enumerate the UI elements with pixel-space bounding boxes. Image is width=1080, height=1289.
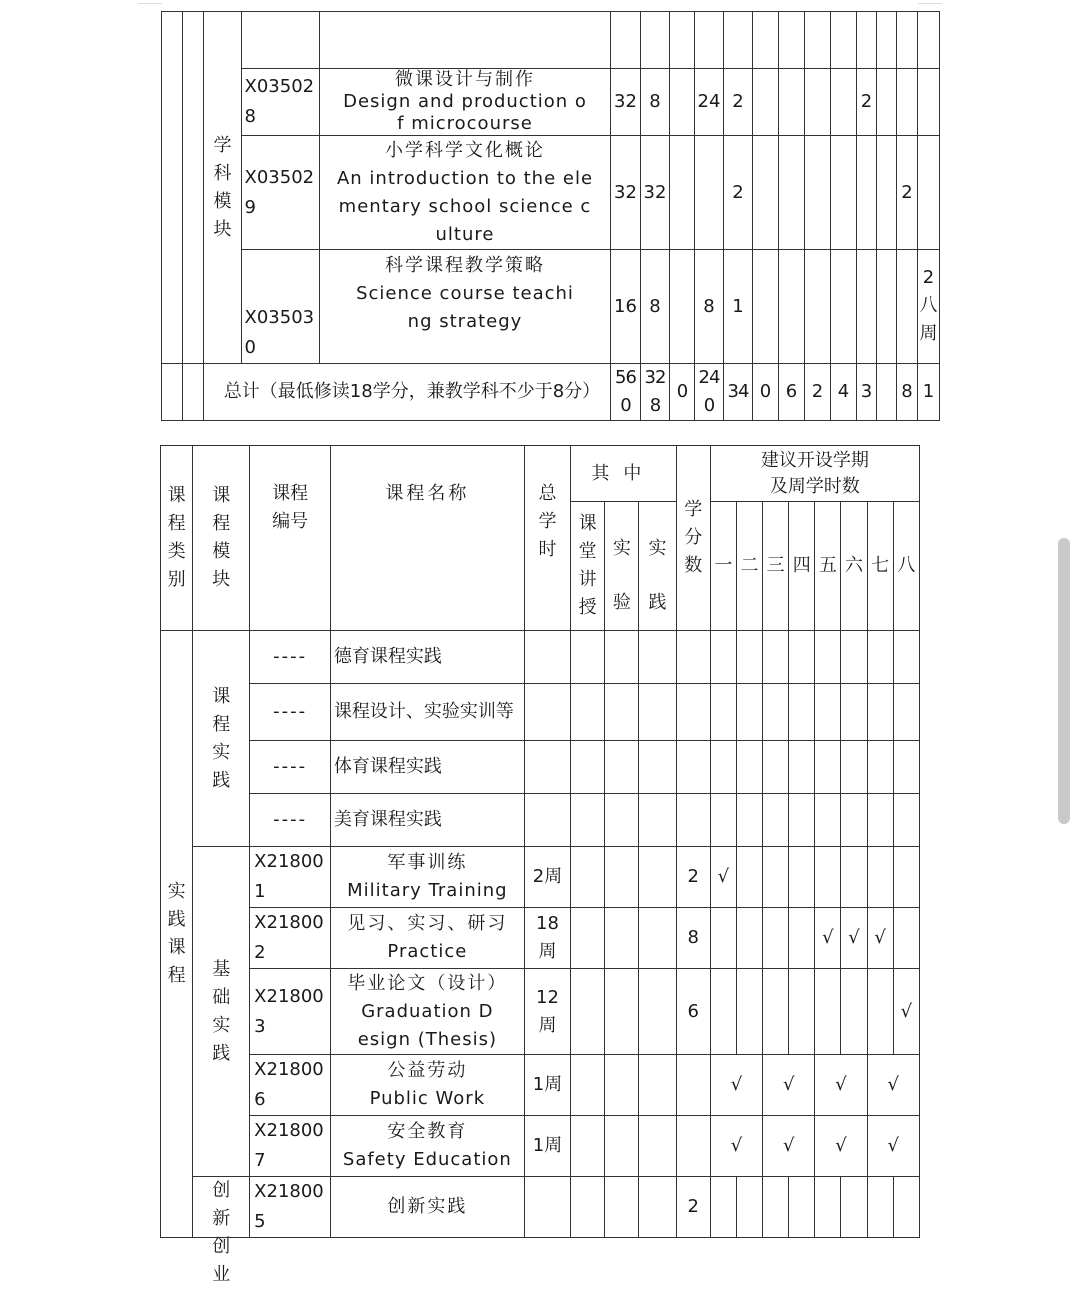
header-credits: 学分数 — [676, 446, 710, 631]
semester-7-check — [867, 969, 893, 1055]
credits: 2 — [676, 1177, 710, 1238]
semester-7-8-check: √ — [867, 1055, 919, 1116]
header-module: 课程模块 — [193, 446, 250, 631]
header-sem-2: 二 — [736, 502, 762, 631]
semester-8-check: √ — [893, 969, 919, 1055]
total-hours: 32 — [611, 69, 641, 136]
practice-hours — [695, 136, 724, 250]
semester-1-2-check: √ — [710, 1055, 762, 1116]
semester-3-check — [763, 847, 789, 908]
table-row — [162, 250, 940, 364]
course-name: 见习、实习、研习 Practice — [330, 908, 524, 969]
credits: 2 — [676, 847, 710, 908]
semester-5-6-check: √ — [815, 1116, 867, 1177]
semester-3 — [805, 250, 831, 364]
semester-6 — [877, 136, 897, 250]
header-sem-8: 八 — [893, 502, 919, 631]
total-hours: 32 — [611, 136, 641, 250]
semester-7-check: √ — [867, 908, 893, 969]
total-semester-8: 1 — [918, 364, 940, 421]
module-innovation: 创新创业 — [193, 1177, 250, 1238]
course-name: 军事训练 Military Training — [330, 847, 524, 908]
header-category: 课程类别 — [161, 446, 193, 631]
practice-hours: 8 — [695, 250, 724, 364]
course-name-cell — [320, 12, 611, 69]
lecture-hours: 8 — [641, 69, 670, 136]
course-code: ---- — [250, 794, 330, 847]
header-row — [161, 446, 920, 502]
course-name: 微课设计与制作 Design and production of microcourse — [320, 69, 611, 136]
course-code: X035028 — [242, 69, 320, 136]
course-name: 德育课程实践 — [330, 631, 524, 684]
module-cell: 学科模块 — [204, 12, 242, 364]
total-label: 总计（最低修读18学分，兼教学科不少于8分） — [204, 364, 611, 421]
credits: 1 — [724, 250, 753, 364]
course-code: X218001 — [250, 847, 330, 908]
total-semester-2: 6 — [779, 364, 805, 421]
lecture-hours: 8 — [641, 250, 670, 364]
semester-7-check — [867, 847, 893, 908]
course-table-top — [161, 11, 940, 421]
total-row — [162, 364, 940, 421]
semester-5-check — [815, 847, 841, 908]
header-practice: 实践 — [639, 502, 676, 631]
vertical-scrollbar[interactable] — [1058, 538, 1070, 824]
table-row — [161, 741, 920, 794]
table-row — [161, 1177, 920, 1238]
semester-5: 2 — [857, 69, 877, 136]
code-cell — [242, 12, 320, 69]
course-code: X035029 — [242, 136, 320, 250]
total-hours: 1周 — [524, 1055, 570, 1116]
semester-2 — [779, 250, 805, 364]
total-semester-7: 8 — [897, 364, 918, 421]
header-experiment: 实验 — [605, 502, 639, 631]
header-sem-1: 一 — [710, 502, 736, 631]
practice-hours: 24 — [695, 69, 724, 136]
semester-5-check — [815, 969, 841, 1055]
course-code: X035030 — [242, 250, 320, 364]
semester-7 — [897, 250, 918, 364]
semester-3 — [805, 69, 831, 136]
total-experiment: 0 — [670, 364, 695, 421]
semester-4 — [831, 69, 857, 136]
table-row — [161, 794, 920, 847]
header-sem-5: 五 — [815, 502, 841, 631]
module-course-practice: 课程实践 — [193, 631, 250, 847]
experiment-hours — [670, 69, 695, 136]
header-sem-6: 六 — [841, 502, 867, 631]
semester-4-check — [789, 847, 815, 908]
table-row — [161, 908, 920, 969]
course-name: 美育课程实践 — [330, 794, 524, 847]
table-row — [162, 69, 940, 136]
course-code: ---- — [250, 631, 330, 684]
course-code: X218002 — [250, 908, 330, 969]
table-row — [161, 847, 920, 908]
table-row — [161, 631, 920, 684]
semester-1 — [753, 136, 779, 250]
semester-4-check — [789, 969, 815, 1055]
semester-2-check — [736, 847, 762, 908]
header-sem-4: 四 — [789, 502, 815, 631]
page-edge-right — [918, 3, 942, 4]
semester-3-4-check: √ — [763, 1116, 815, 1177]
course-name: 毕业论文（设计） Graduation Design (Thesis) — [330, 969, 524, 1055]
total-hours: 18周 — [524, 908, 570, 969]
course-code: X218005 — [250, 1177, 330, 1238]
page-edge-left — [138, 3, 162, 4]
semester-1 — [753, 250, 779, 364]
semester-1-2-check: √ — [710, 1116, 762, 1177]
header-lecture: 课堂讲授 — [571, 502, 605, 631]
course-code: X218003 — [250, 969, 330, 1055]
header-sem-3: 三 — [763, 502, 789, 631]
course-name: 创新实践 — [330, 1177, 524, 1238]
table-row — [161, 1055, 920, 1116]
header-name: 课程名称 — [330, 446, 524, 631]
semester-7 — [897, 69, 918, 136]
total-hours: 12周 — [524, 969, 570, 1055]
semester-8 — [918, 136, 940, 250]
semester-6 — [877, 250, 897, 364]
semester-7-8-check: √ — [867, 1116, 919, 1177]
semester-7: 2 — [897, 136, 918, 250]
semester-5 — [857, 250, 877, 364]
course-code: ---- — [250, 741, 330, 794]
table-row — [161, 969, 920, 1055]
course-code: ---- — [250, 684, 330, 741]
total-semester-5: 3 — [857, 364, 877, 421]
header-code: 课程编号 — [250, 446, 330, 631]
semester-8-check — [893, 847, 919, 908]
semester-1-check — [710, 908, 736, 969]
table-row — [161, 684, 920, 741]
total-semester-1: 0 — [753, 364, 779, 421]
credits: 2 — [724, 69, 753, 136]
semester-4-check — [789, 908, 815, 969]
semester-5-6-check: √ — [815, 1055, 867, 1116]
credits: 8 — [676, 908, 710, 969]
total-semester-3: 2 — [805, 364, 831, 421]
semester-1-check — [710, 969, 736, 1055]
semester-4 — [831, 136, 857, 250]
semester-3-4-check: √ — [763, 1055, 815, 1116]
semester-8: 2八周 — [918, 250, 940, 364]
course-name: 体育课程实践 — [330, 741, 524, 794]
semester-1 — [753, 69, 779, 136]
semester-2-check — [736, 969, 762, 1055]
course-name: 安全教育 Safety Education — [330, 1116, 524, 1177]
course-name: 小学科学文化概论 An introduction to the elementary school science culture — [320, 136, 611, 250]
semester-2 — [779, 136, 805, 250]
semester-8 — [918, 69, 940, 136]
header-total-hours: 总学时 — [524, 446, 570, 631]
course-name: 课程设计、实验实训等 — [330, 684, 524, 741]
credits — [676, 1116, 710, 1177]
semester-6-check — [841, 847, 867, 908]
experiment-hours — [670, 250, 695, 364]
credits: 6 — [676, 969, 710, 1055]
semester-3-check — [763, 969, 789, 1055]
semester-6-check: √ — [841, 908, 867, 969]
credits — [676, 1055, 710, 1116]
category-cell — [162, 12, 183, 364]
total-lecture: 328 — [641, 364, 670, 421]
total-hours: 560 — [611, 364, 641, 421]
header-semester-group: 建议开设学期及周学时数 — [710, 446, 919, 502]
semester-3 — [805, 136, 831, 250]
semester-6-check — [841, 969, 867, 1055]
course-code: X218007 — [250, 1116, 330, 1177]
course-code: X218006 — [250, 1055, 330, 1116]
table-row — [162, 136, 940, 250]
total-semester-4: 4 — [831, 364, 857, 421]
semester-5-check: √ — [815, 908, 841, 969]
semester-5 — [857, 136, 877, 250]
module-basic-practice: 基础实践 — [193, 847, 250, 1177]
header-of-which: 其中 — [571, 446, 677, 502]
semester-3-check — [763, 908, 789, 969]
semester-1-check: √ — [710, 847, 736, 908]
course-name: 科学课程教学策略 Science course teaching strategy — [320, 250, 611, 364]
total-hours: 1周 — [524, 1116, 570, 1177]
semester-6 — [877, 69, 897, 136]
category-practice-courses: 实践课程 — [161, 631, 193, 1238]
semester-8-check — [893, 908, 919, 969]
total-hours: 2周 — [524, 847, 570, 908]
total-semester-6 — [877, 364, 897, 421]
total-credits: 34 — [724, 364, 753, 421]
credits: 2 — [724, 136, 753, 250]
semester-2-check — [736, 908, 762, 969]
table-row — [161, 1116, 920, 1177]
table-row — [162, 12, 940, 69]
total-hours: 16 — [611, 250, 641, 364]
sub-category-cell — [183, 12, 204, 364]
semester-2 — [779, 69, 805, 136]
experiment-hours — [670, 136, 695, 250]
header-sem-7: 七 — [867, 502, 893, 631]
practice-course-table — [160, 445, 920, 1285]
semester-4 — [831, 250, 857, 364]
total-practice: 240 — [695, 364, 724, 421]
lecture-hours: 32 — [641, 136, 670, 250]
course-name: 公益劳动 Public Work — [330, 1055, 524, 1116]
